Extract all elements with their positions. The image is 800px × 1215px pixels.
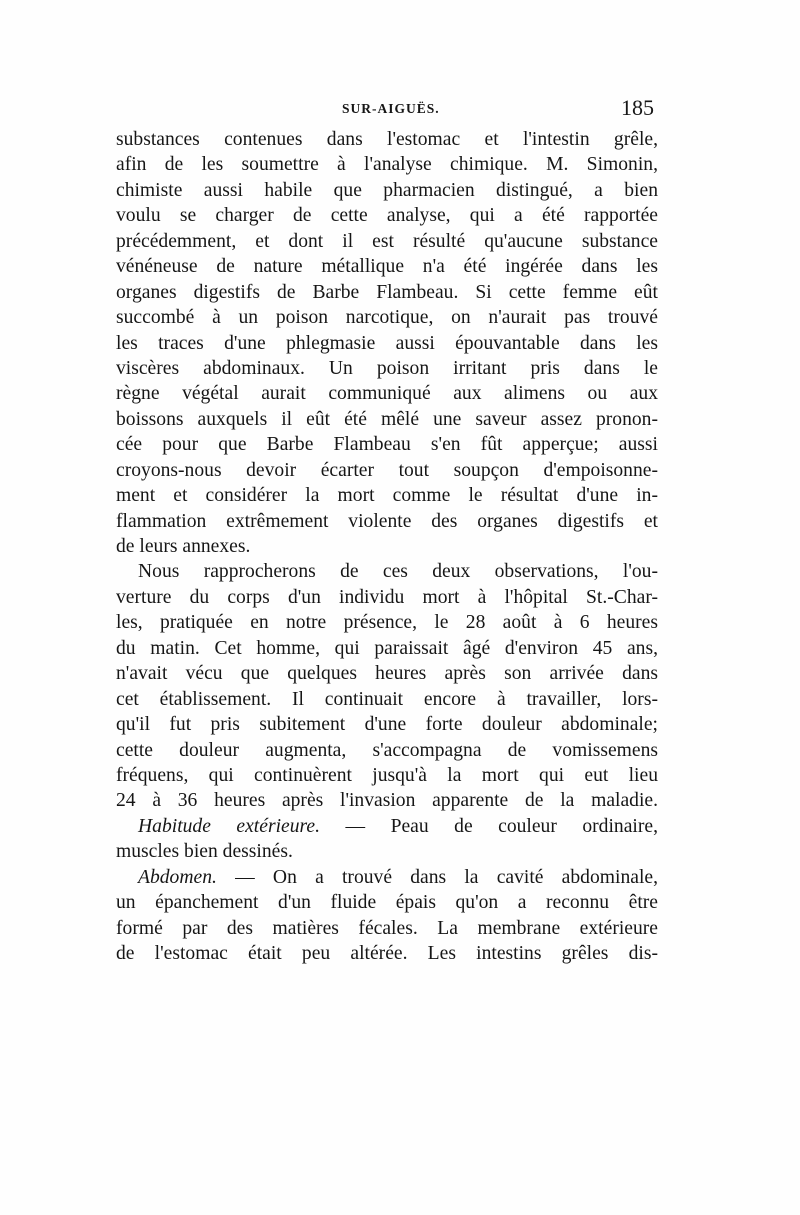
- text-line: 24 à 36 heures après l'invasion apparente de la maladie.: [116, 790, 658, 812]
- text-line: un épanchement d'un fluide épais qu'on a reconnu être: [116, 892, 658, 914]
- text-line: de leurs annexes.: [116, 536, 251, 557]
- text-line: boissons auxquels il eût été mêlé une saveur assez pronon-: [116, 408, 658, 430]
- text-line-rest: — On a trouvé dans la cavité abdominale,: [216, 866, 658, 888]
- running-head-title: SUR-AIGUËS.: [342, 101, 440, 116]
- running-head: [116, 95, 654, 123]
- text-line: règne végétal aurait communiqué aux alimens ou aux: [116, 383, 658, 405]
- text-line: muscles bien dessinés.: [116, 841, 293, 863]
- page-number: 185: [621, 95, 654, 120]
- text-line: vénéneuse de nature métallique n'a été ingérée dans les: [116, 256, 658, 278]
- text-line-rest: — Peau de couleur ordinaire,: [320, 815, 658, 837]
- text-line: viscères abdominaux. Un poison irritant pris dans le: [116, 357, 658, 379]
- text-line: succombé à un poison narcotique, on n'aurait pas trouvé: [116, 307, 658, 329]
- text-line: du matin. Cet homme, qui paraissait âgé d'environ 45 ans,: [116, 637, 658, 659]
- text-line: verture du corps d'un individu mort à l'hôpital St.-Char-: [116, 586, 658, 608]
- text-line: de l'estomac était peu altérée. Les intestins grêles dis-: [116, 943, 658, 964]
- text-line: ment et considérer la mort comme le résultat d'une in-: [116, 485, 658, 507]
- text-line: substances contenues dans l'estomac et l'intestin grêle,: [116, 129, 658, 150]
- text-line: chimiste aussi habile que pharmacien distingué, a bien: [116, 179, 658, 201]
- text-line: fréquens, qui continuèrent jusqu'à la mort qui eut lieu: [116, 764, 658, 786]
- text-line: voulu se charger de cette analyse, qui a été rapportée: [116, 205, 658, 227]
- text-line: les traces d'une phlegmasie aussi épouvantable dans les: [116, 332, 658, 354]
- text-line: n'avait vécu que quelques heures après son arrivée dans: [116, 663, 658, 685]
- text-line: cée pour que Barbe Flambeau s'en fût apperçue; aussi: [116, 434, 658, 456]
- body-text: [116, 127, 658, 966]
- text-line: organes digestifs de Barbe Flambeau. Si cette femme eût: [116, 281, 658, 303]
- section-heading: Abdomen.: [138, 866, 217, 888]
- text-line: flammation extrêmement violente des organes digestifs et: [116, 510, 658, 532]
- text-line: cet établissement. Il continuait encore à travailler, lors-: [116, 688, 658, 710]
- section-heading: Habitude extérieure.: [138, 815, 320, 837]
- text-line: Nous rapprocherons de ces deux observations, l'ou-: [138, 561, 658, 583]
- text-line: les, pratiquée en notre présence, le 28 août à 6 heures: [116, 612, 658, 634]
- text-line: croyons-nous devoir écarter tout soupçon d'empoisonne-: [116, 459, 658, 481]
- text-line: [116, 865, 658, 890]
- text-line: afin de les soumettre à l'analyse chimique. M. Simonin,: [116, 154, 658, 176]
- text-line: cette douleur augmenta, s'accompagna de vomissemens: [116, 739, 658, 761]
- text-line: qu'il fut pris subitement d'une forte douleur abdominale;: [116, 714, 658, 736]
- text-line: précédemment, et dont il est résulté qu'aucune substance: [116, 230, 658, 252]
- text-line: [116, 814, 658, 839]
- text-line: formé par des matières fécales. La membrane extérieure: [116, 917, 658, 939]
